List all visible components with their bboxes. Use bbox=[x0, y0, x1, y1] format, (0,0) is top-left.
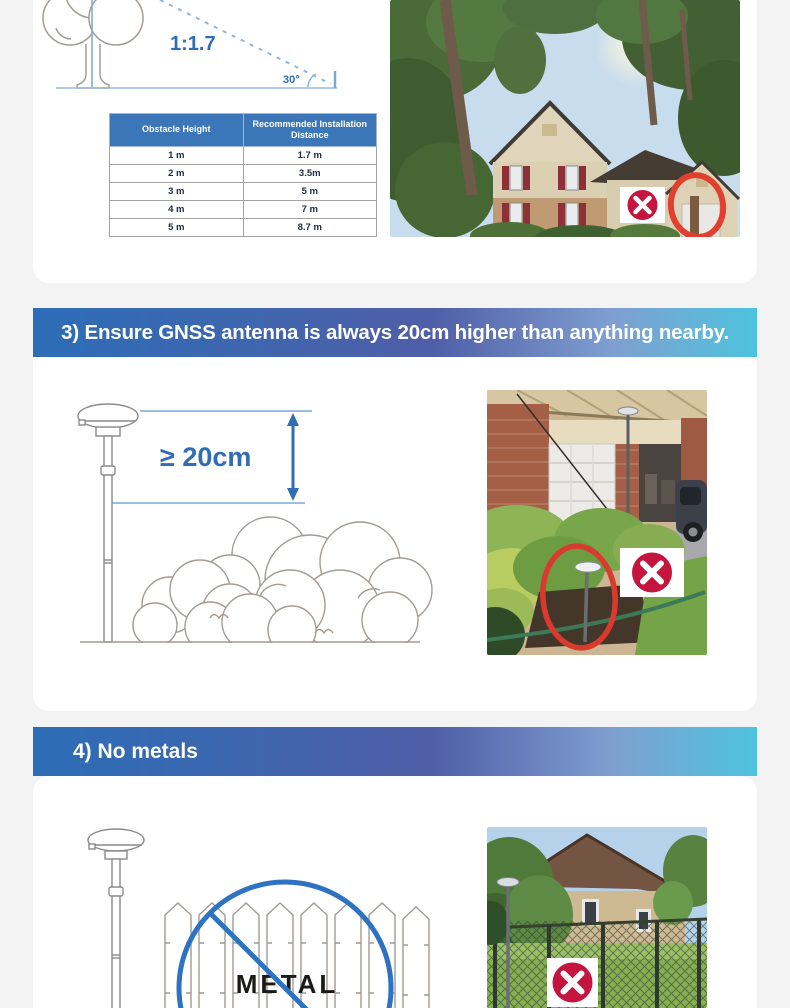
table-cell: 4 m bbox=[110, 201, 244, 219]
obstacle-table-header-1: Recommended Installation Distance bbox=[243, 114, 377, 147]
garage-header bbox=[549, 420, 681, 444]
slope-ratio-diagram bbox=[40, 0, 360, 96]
clearance-diagram bbox=[60, 390, 470, 652]
table-cell: 1.7 m bbox=[243, 147, 377, 165]
obstacle-table-body bbox=[110, 147, 377, 237]
wrong-example-photo-fence bbox=[487, 827, 707, 1008]
suv bbox=[676, 480, 707, 542]
obstacle-table-head bbox=[110, 114, 377, 147]
table-cell: 5 m bbox=[110, 219, 244, 237]
rule3-banner bbox=[33, 308, 757, 357]
table-cell: 8.7 m bbox=[243, 219, 377, 237]
rule4-banner-title: 4) No metals bbox=[73, 739, 198, 763]
table-row bbox=[110, 201, 377, 219]
gnss-antenna-sketch bbox=[88, 829, 144, 1008]
wrong-example-photo-trees bbox=[390, 0, 740, 237]
obstacle-table-header-0: Obstacle Height bbox=[110, 114, 244, 147]
metal-label: METAL bbox=[235, 969, 339, 999]
wrong-example-photo-garage bbox=[487, 390, 707, 655]
table-row bbox=[110, 147, 377, 165]
x-circle-icon bbox=[620, 548, 684, 597]
table-cell: 3 m bbox=[110, 183, 244, 201]
no-metals-card bbox=[33, 776, 757, 1008]
table-cell: 5 m bbox=[243, 183, 377, 201]
obstacle-table bbox=[109, 113, 377, 237]
obstacle-distance-card bbox=[33, 0, 757, 283]
table-cell: 1 m bbox=[110, 147, 244, 165]
rule4-banner bbox=[33, 727, 757, 776]
x-circle-icon bbox=[547, 958, 598, 1007]
no-metal-diagram bbox=[60, 815, 460, 1008]
table-row bbox=[110, 219, 377, 237]
angle-label: 30° bbox=[283, 74, 300, 86]
table-cell: 7 m bbox=[243, 201, 377, 219]
table-cell: 3.5m bbox=[243, 165, 377, 183]
tree-sketch bbox=[43, 0, 143, 88]
rule3-banner-title: 3) Ensure GNSS antenna is always 20cm higher than anything nearby. bbox=[61, 320, 729, 344]
table-row bbox=[110, 183, 377, 201]
garage-open bbox=[639, 444, 681, 522]
bushes-sketch bbox=[133, 517, 432, 652]
table-cell: 2 m bbox=[110, 165, 244, 183]
gnss-antenna-sketch bbox=[78, 404, 138, 642]
table-row bbox=[110, 165, 377, 183]
clearance-card bbox=[33, 357, 757, 711]
x-circle-icon bbox=[620, 187, 665, 223]
ratio-label: 1:1.7 bbox=[170, 33, 216, 55]
clearance-label: ≥ 20cm bbox=[160, 442, 252, 472]
clearance-arrow bbox=[287, 413, 299, 501]
